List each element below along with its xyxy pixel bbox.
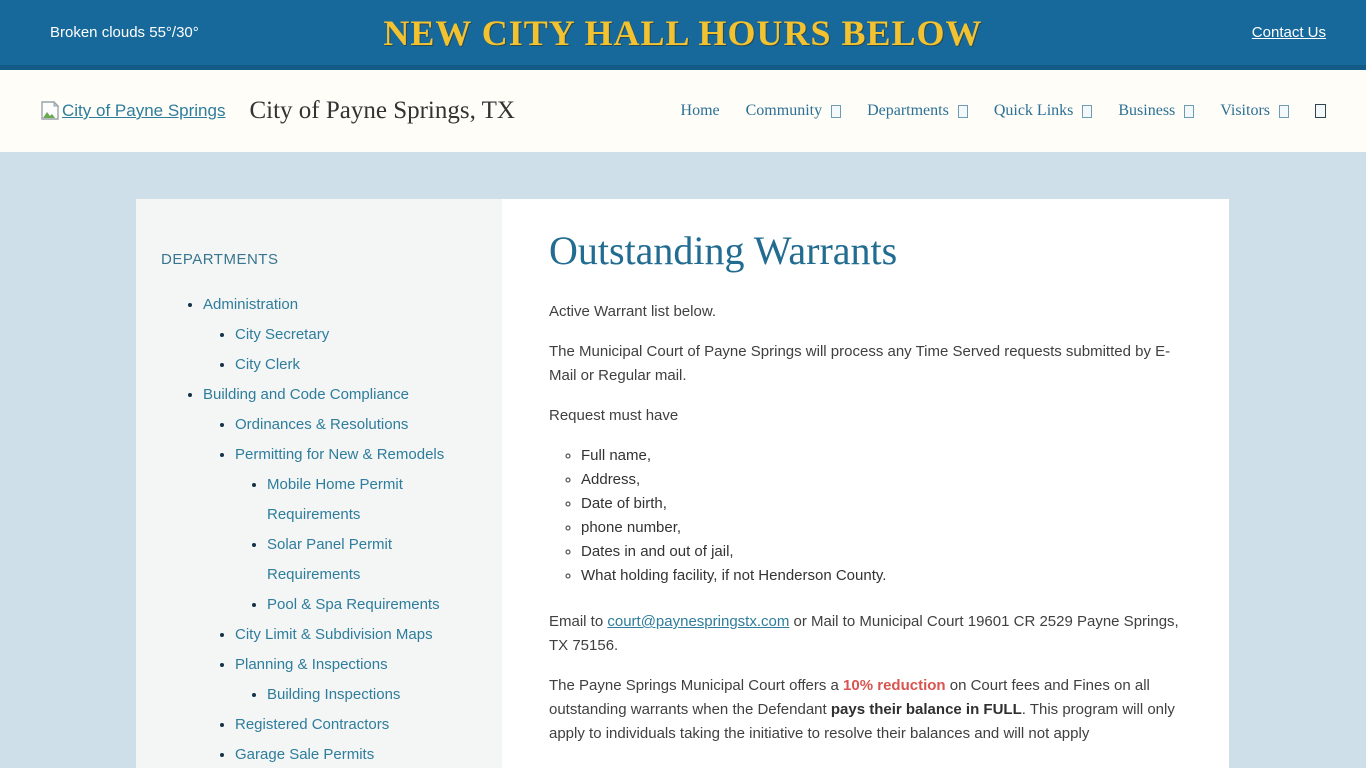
sidebar-sublist <box>235 680 472 710</box>
sidebar-link-city-clerk[interactable]: City Clerk <box>235 356 301 373</box>
text-segment: The Payne Springs Municipal Court offers a <box>549 677 844 694</box>
text-segment: Email to <box>549 613 608 630</box>
dropdown-box-icon <box>1184 105 1194 118</box>
sidebar-link-ordinances-resolutions[interactable]: Ordinances & Resolutions <box>235 416 409 433</box>
nav-item-label: Departments <box>867 102 949 119</box>
sidebar-list-item <box>203 380 472 768</box>
broken-image-icon <box>40 101 60 120</box>
sidebar-link-city-limit-subdivision-maps[interactable]: City Limit & Subdivision Maps <box>235 626 433 643</box>
sidebar-link-registered-contractors[interactable]: Registered Contractors <box>235 716 390 733</box>
text-segment: on Court fees and Fines on all outstanding warrants when the Defendant <box>549 677 1150 718</box>
sidebar-list-item <box>235 350 472 380</box>
sidebar-link-administration[interactable]: Administration <box>203 296 299 313</box>
sidebar-list-item <box>235 440 472 620</box>
page-background <box>0 152 1366 768</box>
paragraph-municipal-court: The Municipal Court of Payne Springs will process any Time Served requests submitted by E-Mail or Regular mail. <box>549 343 1171 384</box>
sidebar-link-building-inspections[interactable]: Building Inspections <box>267 686 401 703</box>
article <box>502 199 1229 768</box>
sidebar-sublist <box>203 320 472 380</box>
contact-us-link[interactable]: Contact Us <box>1251 23 1326 41</box>
page-title: Outstanding Warrants <box>549 228 898 273</box>
search-box-icon <box>1315 104 1326 118</box>
logo-link[interactable] <box>40 101 225 121</box>
emphasis-text: pays their balance in FULL <box>830 701 1022 718</box>
sidebar-link-permitting-for-new-remodels[interactable]: Permitting for New & Remodels <box>235 446 445 463</box>
text-segment: or Mail to Municipal Court 19601 CR 2529 Payne Springs, TX 75156. <box>549 613 1179 654</box>
site-title: City of Payne Springs, TX <box>249 97 515 124</box>
paragraph-email <box>549 610 1179 658</box>
sidebar-link-building-and-code-compliance[interactable]: Building and Code Compliance <box>203 386 409 403</box>
departments-sidebar <box>136 199 502 768</box>
nav-item-label: Quick Links <box>993 102 1074 119</box>
weather-status: Broken clouds 55°/30° <box>50 24 199 41</box>
dropdown-box-icon <box>831 105 841 118</box>
email-link[interactable]: court@paynespringstx.com <box>607 613 790 630</box>
nav-item-visitors[interactable] <box>1220 102 1289 120</box>
sidebar-link-solar-panel-permit-requirements[interactable]: Solar Panel Permit Requirements <box>267 536 393 583</box>
nav-item-business[interactable] <box>1118 102 1194 120</box>
logo-alt-text: City of Payne Springs <box>62 101 226 120</box>
sidebar-list-item <box>203 290 472 380</box>
paragraph-request-intro: Request must have <box>549 407 679 424</box>
nav-item-search[interactable] <box>1315 104 1326 118</box>
announcement-headline: NEW CITY HALL HOURS BELOW <box>383 12 983 53</box>
dropdown-box-icon <box>1279 105 1289 118</box>
sidebar-link-planning-inspections[interactable]: Planning & Inspections <box>235 656 388 673</box>
requirement-item: ◦ Dates in and out of jail, <box>581 540 1179 564</box>
sidebar-list-item <box>235 620 472 650</box>
nav-item-label: Business <box>1118 102 1176 119</box>
request-requirements-list <box>549 444 1179 588</box>
nav-item-departments[interactable] <box>867 102 968 120</box>
text-segment: . This program will only apply to individuals taking the initiative to resolve their balances and will not apply <box>549 701 1175 742</box>
requirement-item: ◦ phone number, <box>581 516 1179 540</box>
sidebar-list-root <box>161 290 472 768</box>
dropdown-box-icon <box>1082 105 1092 118</box>
nav-item-quick-links[interactable] <box>994 102 1093 120</box>
site-header <box>0 70 1366 152</box>
content-card <box>136 199 1229 768</box>
nav-item-label: Home <box>680 102 720 119</box>
sidebar-list-item <box>235 710 472 740</box>
sidebar-sublist <box>203 410 472 768</box>
nav-item-label: Visitors <box>1220 102 1270 119</box>
emphasis-text: 10% reduction <box>843 677 946 694</box>
sidebar-link-mobile-home-permit-requirements[interactable]: Mobile Home Permit Requirements <box>267 476 403 523</box>
nav-item-community[interactable] <box>746 102 841 120</box>
paragraph-reduction-offer <box>549 674 1179 746</box>
sidebar-list-item <box>267 470 472 530</box>
sidebar-list-item <box>235 410 472 440</box>
sidebar-link-city-secretary[interactable]: City Secretary <box>235 326 330 343</box>
paragraph-active-warrant: Active Warrant list below. <box>549 303 716 320</box>
sidebar-list-item <box>235 320 472 350</box>
sidebar-list-item <box>267 530 472 590</box>
sidebar-list-item <box>235 740 472 768</box>
sidebar-nav-list <box>161 290 472 768</box>
sidebar-list-item <box>267 680 472 710</box>
nav-item-label: Community <box>745 102 823 119</box>
sidebar-list-item <box>267 590 472 620</box>
requirement-item: ◦ Full name, <box>581 444 1179 468</box>
sidebar-heading: DEPARTMENTS <box>161 251 279 268</box>
sidebar-link-garage-sale-permits[interactable]: Garage Sale Permits <box>235 746 375 763</box>
nav-item-home[interactable] <box>681 102 720 120</box>
main-nav <box>681 102 1326 120</box>
sidebar-link-pool-spa-requirements[interactable]: Pool & Spa Requirements <box>267 596 440 613</box>
dropdown-box-icon <box>958 105 968 118</box>
sidebar-list-item <box>235 650 472 710</box>
sidebar-sublist <box>235 470 472 620</box>
announcement-bar <box>0 0 1366 70</box>
requirement-item: ◦ Address, <box>581 468 1179 492</box>
requirement-item: ◦ Date of birth, <box>581 492 1179 516</box>
requirement-item: ◦ What holding facility, if not Henderson County. <box>581 564 1179 588</box>
